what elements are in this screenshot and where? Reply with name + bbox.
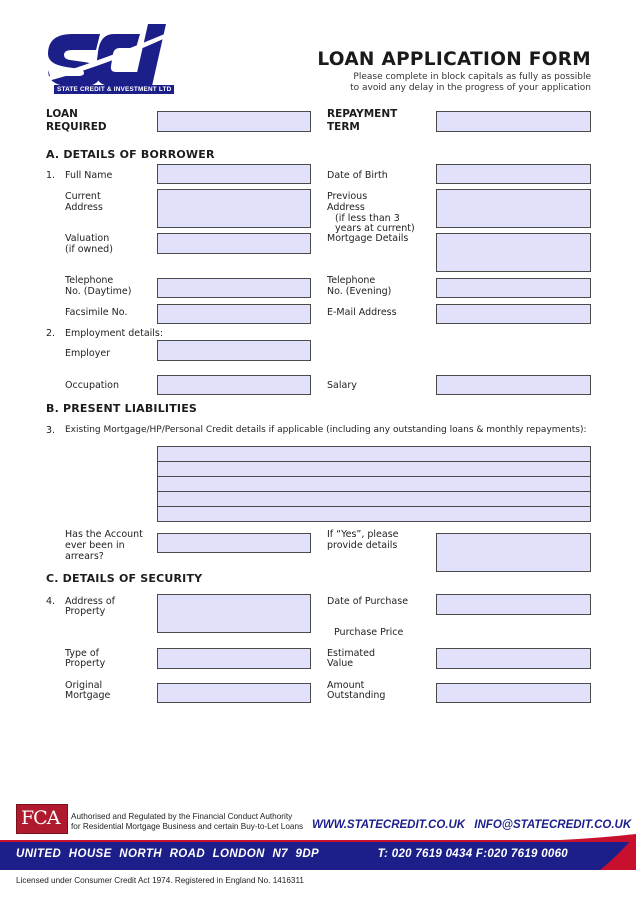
item-number-2: 2. [46,328,56,339]
estimated-value-label-2: Value [327,658,354,669]
yes-details-label-1: If “Yes”, please [327,529,399,540]
tel-day-label-1: Telephone [65,275,114,286]
valuation-label-1: Valuation [65,233,110,244]
tel-eve-field[interactable] [436,278,591,298]
liabilities-row-5[interactable] [157,506,591,522]
property-address-label-1: Address of [65,596,116,607]
prev-address-label-2: Address [327,202,365,213]
section-c-heading: C. DETAILS OF SECURITY [46,572,203,585]
email-label: E-Mail Address [327,307,397,318]
occupation-label: Occupation [65,380,119,391]
current-address-label-1: Current [65,191,101,202]
dob-label: Date of Birth [327,170,388,181]
prev-address-label-3: (if less than 3 [335,213,400,224]
employment-label: Employment details: [65,328,164,339]
yes-details-label-2: provide details [327,540,398,551]
loan-required-label-2: REQUIRED [46,121,107,133]
property-type-label-1: Type of [65,648,99,659]
valuation-label-2: (if owned) [65,244,113,255]
fax-field[interactable] [157,304,311,324]
fca-logo [16,804,68,834]
arrears-label-2: ever been in [65,540,125,551]
dob-field[interactable] [436,164,591,184]
current-address-field[interactable] [157,189,311,228]
logo-caption: STATE CREDIT & INVESTMENT LTD [54,85,174,94]
estimated-value-field[interactable] [436,648,591,669]
item-number-1: 1. [46,170,56,181]
date-purchase-label: Date of Purchase [327,596,409,607]
liabilities-row-2[interactable] [157,461,591,477]
email-field[interactable] [436,304,591,324]
loan-required-label-1: LOAN [46,108,78,120]
purchase-price-label: Purchase Price [334,627,404,638]
item-number-4: 4. [46,596,56,607]
fca-logo-text: FCA [21,807,60,829]
section-a-heading: A. DETAILS OF BORROWER [46,148,215,161]
form-subtitle-line1: Please complete in block capitals as fully as possible [353,72,591,82]
fca-line-1: Authorised and Regulated by the Financial Conduct Authority [71,812,293,821]
form-title: LOAN APPLICATION FORM [317,49,591,70]
tel-eve-label-1: Telephone [327,275,376,286]
loan-required-field[interactable] [157,111,311,132]
estimated-value-label-1: Estimated [327,648,375,659]
original-mortgage-field[interactable] [157,683,311,703]
prev-address-label-1: Previous [327,191,368,202]
property-type-label-2: Property [65,658,106,669]
footer-red-swoosh [560,834,636,870]
current-address-label-2: Address [65,202,103,213]
original-mortgage-label-1: Original [65,680,103,691]
arrears-label-1: Has the Account [65,529,143,540]
amount-outstanding-field[interactable] [436,683,591,703]
property-type-field[interactable] [157,648,311,669]
property-address-field[interactable] [157,594,311,633]
valuation-field[interactable] [157,233,311,254]
footer-phone: T: 020 7619 0434 F:020 7619 0060 [377,848,568,860]
employer-field[interactable] [157,340,311,361]
prev-address-label-4: years at current) [335,223,415,234]
tel-day-field[interactable] [157,278,311,298]
fca-line-2: for Residential Mortgage Business and certain Buy-to-Let Loans [71,822,304,831]
liabilities-row-3[interactable] [157,476,591,492]
arrears-details-field[interactable] [436,533,591,572]
amount-outstanding-label-2: Outstanding [327,690,386,701]
repayment-term-label-1: REPAYMENT [327,108,398,120]
mortgage-details-field[interactable] [436,233,591,272]
mortgage-details-label: Mortgage Details [327,233,409,244]
property-address-label-2: Property [65,606,106,617]
website-email[interactable]: WWW.STATECREDIT.CO.UK INFO@STATECREDIT.CO.UK [312,819,632,831]
full-name-field[interactable] [157,164,311,184]
license-text: Licensed under Consumer Credit Act 1974. Registered in England No. 1416311 [16,876,304,885]
form-subtitle-line2: to avoid any delay in the progress of your application [350,83,591,93]
full-name-label: Full Name [65,170,113,181]
prev-address-field[interactable] [436,189,591,228]
employer-label: Employer [65,348,111,359]
repayment-term-label-2: TERM [327,121,360,133]
liabilities-row-4[interactable] [157,491,591,507]
amount-outstanding-label-1: Amount [327,680,365,691]
section-b-heading: B. PRESENT LIABILITIES [46,402,198,415]
date-purchase-field[interactable] [436,594,591,615]
occupation-field[interactable] [157,375,311,395]
arrears-field[interactable] [157,533,311,553]
fax-label: Facsimile No. [65,307,128,318]
tel-day-label-2: No. (Daytime) [65,286,132,297]
fca-text [71,812,303,832]
footer-address: UNITED HOUSE NORTH ROAD LONDON N7 9DP [16,848,320,860]
salary-field[interactable] [436,375,591,395]
existing-credit-label: Existing Mortgage/HP/Personal Credit details if applicable (including any outstanding loans & monthly repayments): [65,425,587,435]
item-number-3: 3. [46,425,56,436]
liabilities-row-1[interactable] [157,446,591,462]
salary-label: Salary [327,380,357,391]
repayment-term-field[interactable] [436,111,591,132]
tel-eve-label-2: No. (Evening) [327,286,392,297]
original-mortgage-label-2: Mortgage [65,690,111,701]
arrears-label-3: arrears? [65,551,104,562]
